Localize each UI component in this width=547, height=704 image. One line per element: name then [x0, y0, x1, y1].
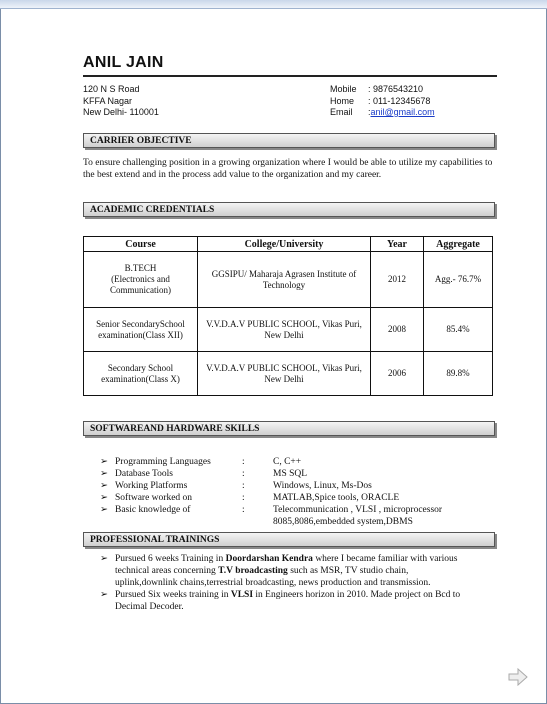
course-cell: Senior SecondarySchool examination(Class XII): [84, 308, 198, 352]
column-header: Course: [84, 237, 198, 252]
list-item: [100, 553, 464, 589]
training-text: [115, 589, 464, 613]
aggregate-cell: 85.4%: [424, 308, 493, 352]
address-line: KFFA Nagar: [83, 95, 133, 106]
aggregate-cell: 89.8%: [424, 352, 493, 396]
year-cell: 2006: [371, 352, 424, 396]
contact-home: [330, 96, 435, 108]
table-row: [84, 352, 493, 396]
year-cell: 2012: [371, 252, 424, 308]
contact-label: Home: [330, 95, 355, 106]
college-cell: V.V.D.A.V PUBLIC SCHOOL, Vikas Puri, New Delhi: [198, 352, 371, 396]
arrow-bullet-icon: ➢: [100, 481, 108, 491]
arrow-bullet-icon: ➢: [100, 457, 108, 467]
skill-value: Windows, Linux, Ms-Dos: [273, 481, 372, 491]
contact-email: [330, 107, 435, 119]
skill-separator: :: [242, 505, 245, 515]
table-row: [84, 308, 493, 352]
candidate-name: ANIL JAIN: [83, 54, 164, 71]
table-header-row: [84, 237, 493, 252]
section-header-trainings: PROFESSIONAL TRAININGS: [83, 532, 495, 547]
address-block: [83, 84, 159, 119]
skill-value: Telecommunication , VLSI , microprocessor 8085,8086,embedded system,DBMS: [273, 505, 443, 527]
email-link[interactable]: anil@gmail.com: [370, 107, 435, 117]
skill-label: Working Platforms: [115, 481, 188, 491]
skill-value: C, C++: [273, 457, 302, 467]
training-text: [115, 553, 464, 589]
course-name: B.TECH: [124, 263, 157, 273]
training-highlight: VLSI: [230, 590, 254, 600]
window-top-bar: [0, 0, 547, 9]
training-highlight: Doordarshan Kendra: [225, 554, 313, 564]
skill-separator: :: [242, 469, 245, 479]
arrow-bullet-icon: ➢: [100, 469, 108, 479]
training-highlight: T.V broadcasting: [218, 566, 288, 576]
address-line: 120 N S Road: [83, 84, 140, 94]
year-cell: 2008: [371, 308, 424, 352]
college-cell: GGSIPU/ Maharaja Agrasen Institute of Technology: [198, 252, 371, 308]
list-item: [100, 504, 473, 528]
training-text-part: where I became familiar with various technical areas concerning: [115, 554, 458, 576]
skill-separator: :: [242, 493, 245, 503]
column-header: Aggregate: [424, 237, 493, 252]
list-item: [100, 480, 473, 492]
arrow-bullet-icon: ➢: [100, 493, 108, 503]
course-detail: (Electronics and Communication): [110, 274, 171, 295]
column-header: Year: [371, 237, 424, 252]
section-header-skills: SOFTWAREAND HARDWARE SKILLS: [83, 421, 495, 436]
training-text-part: Pursued 6 weeks Training in: [115, 554, 226, 564]
training-text-part: Pursued Six weeks training in: [115, 590, 231, 600]
contact-label: Email: [330, 107, 353, 117]
skill-label: Programming Languages: [115, 457, 211, 467]
list-item: [100, 589, 464, 613]
contact-value: : 011-12345678: [368, 95, 431, 106]
training-text-part: such as MSR, TV studio chain, uplink,downlink chains,terrestrial broadcasting, news production and transmission.: [115, 566, 431, 588]
section-header-academic: ACADEMIC CREDENTIALS: [83, 202, 495, 217]
contact-value: : 9876543210: [368, 84, 424, 94]
skill-label: Basic knowledge of: [115, 505, 191, 515]
address-line: New Delhi- 110001: [83, 107, 159, 117]
skill-separator: :: [242, 457, 245, 467]
aggregate-cell: Agg.- 76.7%: [424, 252, 493, 308]
academic-table: [83, 236, 493, 396]
training-text-part: in Engineers horizon in 2010. Made project on Bcd to Decimal Decoder.: [115, 590, 461, 612]
list-item: [100, 456, 473, 468]
skill-separator: :: [242, 481, 245, 491]
name-underline: [83, 75, 497, 77]
contact-mobile: [330, 84, 435, 96]
college-cell: V.V.D.A.V PUBLIC SCHOOL, Vikas Puri, New Delhi: [198, 308, 371, 352]
table-row: [84, 252, 493, 308]
course-cell: [84, 252, 198, 308]
arrow-bullet-icon: ➢: [100, 505, 108, 515]
skills-list: [100, 456, 473, 528]
column-header: College/University: [198, 237, 371, 252]
section-header-objective: CARRIER OBJECTIVE: [83, 133, 495, 148]
arrow-bullet-icon: ➢: [100, 590, 108, 600]
list-item: [100, 468, 473, 480]
list-item: [100, 492, 473, 504]
skill-value: MATLAB,Spice tools, ORACLE: [273, 493, 400, 503]
contact-block: [330, 84, 435, 119]
objective-text: To ensure challenging position in a growing organization where I would be able to utilize my capabilities to the best extend and in the process add value to the organization and my career.: [83, 158, 493, 180]
trainings-list: [100, 553, 464, 613]
contact-prefix: :: [368, 107, 371, 117]
skill-value: MS SQL: [273, 469, 308, 479]
skill-label: Database Tools: [115, 469, 173, 479]
skill-label: Software worked on: [115, 493, 193, 503]
course-cell: Secondary School examination(Class X): [84, 352, 198, 396]
next-page-arrow-icon[interactable]: [508, 668, 528, 686]
arrow-bullet-icon: ➢: [100, 554, 108, 564]
contact-label: Mobile: [330, 84, 357, 94]
